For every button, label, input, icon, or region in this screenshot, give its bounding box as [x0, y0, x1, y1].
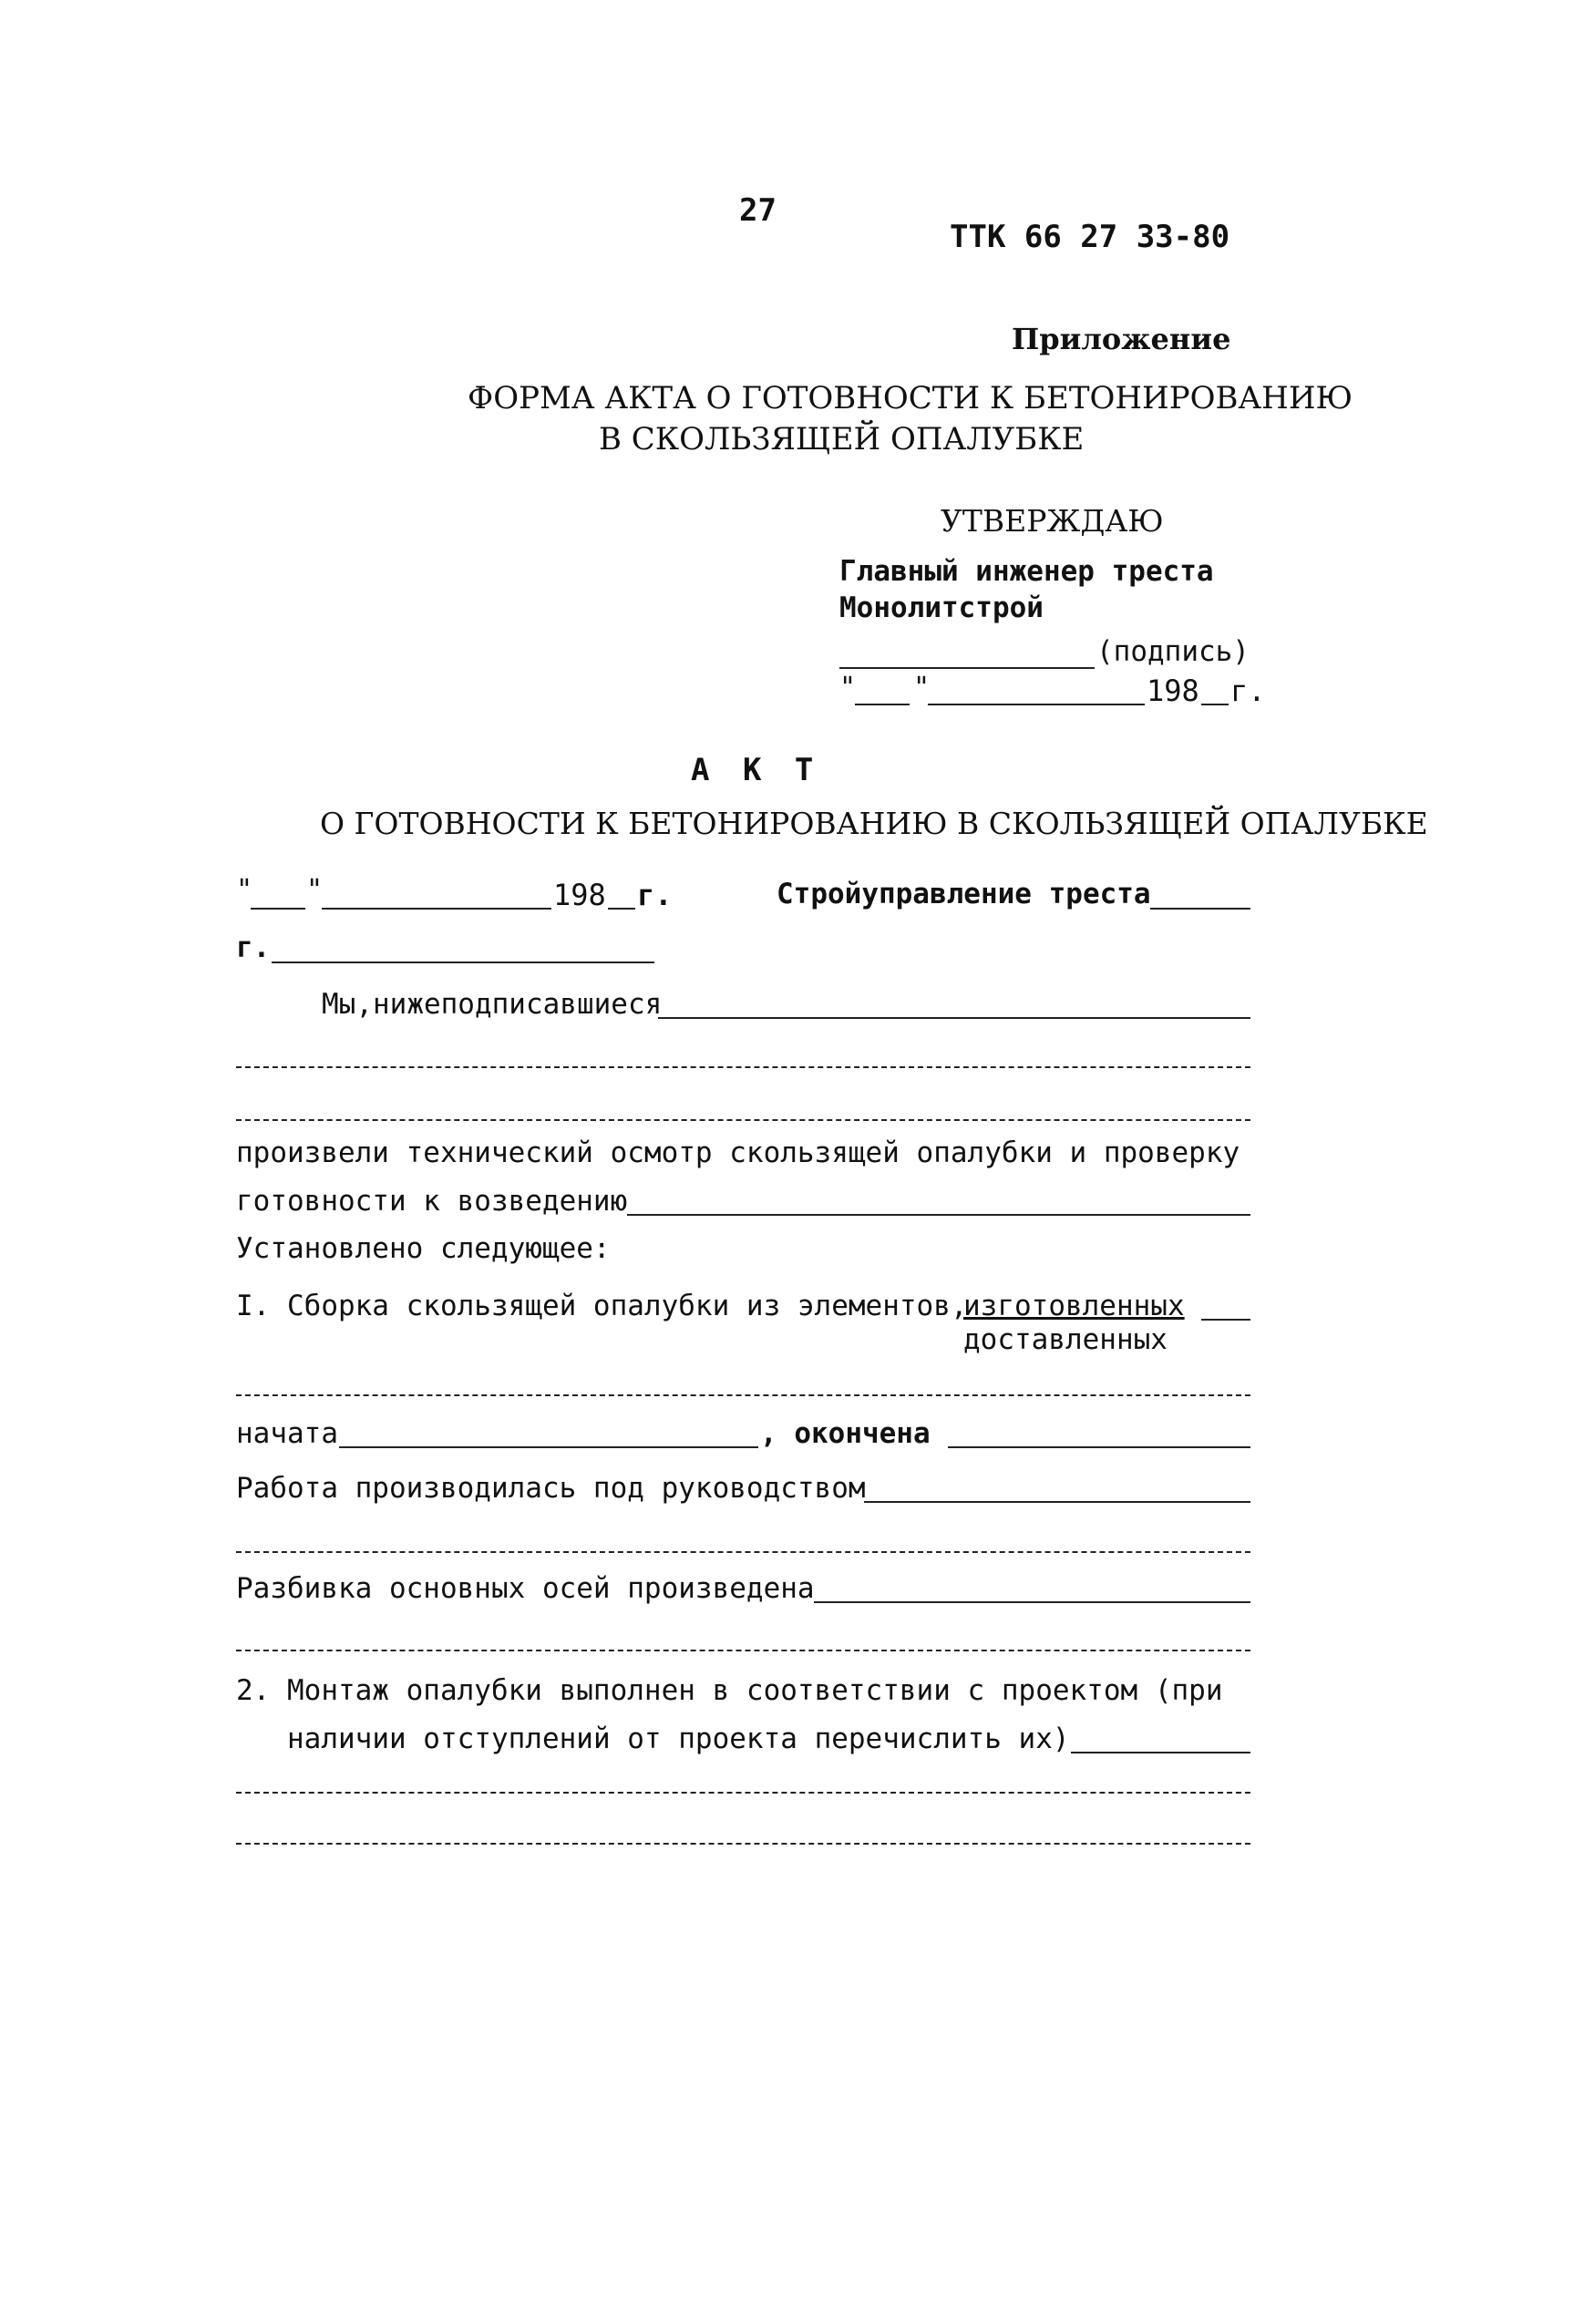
act-date-month-line: [322, 908, 551, 910]
item1-option-manufactured: изготовленных: [963, 1290, 1185, 1322]
trust-office-line: [1150, 908, 1250, 910]
finished-line: [948, 1446, 1250, 1448]
approval-date-day-line: [855, 704, 910, 705]
act-date-year-line: [608, 908, 635, 910]
page-number: 27: [739, 192, 777, 229]
city-line: [272, 961, 654, 963]
item1-line: [236, 1394, 1250, 1396]
readiness-line: [627, 1214, 1250, 1216]
undersigned-line-2: [236, 1066, 1250, 1068]
supervision-label: Работа производилась под руководством: [236, 1472, 866, 1505]
item1-text: I. Сборка скользящей опалубки из элементов,: [236, 1290, 968, 1322]
approval-date-year-suffix: г.: [1230, 674, 1266, 708]
form-title-line2: В СКОЛЬЗЯЩЕЙ ОПАЛУБКЕ: [599, 421, 1085, 458]
act-subtitle: О ГОТОВНОСТИ К БЕТОНИРОВАНИЮ В СКОЛЬЗЯЩЕЙ ОПАЛУБКЕ: [320, 806, 1428, 841]
item2-line-2: [236, 1792, 1250, 1794]
readiness-text: готовности к возведению: [236, 1185, 628, 1218]
approval-date-year-line: [1201, 704, 1229, 705]
act-date-open-quote: ": [236, 874, 253, 906]
undersigned-line-1: [658, 1017, 1250, 1019]
supervision-line-1: [864, 1501, 1250, 1503]
we-undersigned-label: Мы,нижеподписавшиеся: [322, 988, 663, 1021]
approval-date-year: 198: [1147, 674, 1199, 708]
item2-line1: 2. Монтаж опалубки выполнен в соответствии с проектом (при: [236, 1674, 1223, 1707]
city-label: г.: [236, 931, 271, 964]
axes-line-1: [814, 1601, 1250, 1603]
inspection-text: произвели технический осмотр скользящей опалубки и проверку: [236, 1136, 1240, 1169]
act-date-close-quote: ": [306, 874, 324, 906]
item1-tail-line: [1201, 1319, 1250, 1321]
finished-label: , окончена: [760, 1417, 931, 1450]
document-code: ТТК 66 27 33-80: [950, 219, 1230, 255]
act-date-day-line: [251, 908, 305, 910]
approval-position-line2: Монолитстрой: [839, 591, 1044, 624]
approval-date-close-quote: ": [913, 672, 931, 704]
supervision-line-2: [236, 1551, 1250, 1553]
item2-line-3: [236, 1843, 1250, 1845]
signature-line: [839, 667, 1095, 669]
form-title-line1: ФОРМА АКТА О ГОТОВНОСТИ К БЕТОНИРОВАНИЮ: [468, 380, 1353, 416]
established-label: Установлено следующее:: [236, 1232, 611, 1265]
act-title: А К Т: [691, 752, 821, 788]
axes-line-2: [236, 1650, 1250, 1651]
signature-label: (подпись): [1096, 635, 1250, 668]
started-line: [339, 1446, 758, 1448]
act-date-year: 198: [553, 878, 606, 912]
approval-date-month-line: [928, 704, 1145, 705]
axes-label: Разбивка основных осей произведена: [236, 1572, 815, 1605]
undersigned-line-3: [236, 1119, 1250, 1121]
act-date-year-suffix: г.: [637, 878, 673, 912]
trust-office-label: Стройуправление треста: [777, 878, 1151, 910]
approval-position-line1: Главный инженер треста: [839, 555, 1214, 588]
appendix-label: Приложение: [1012, 322, 1231, 356]
item1-option-delivered: доставленных: [963, 1323, 1168, 1356]
item2-line2: наличии отступлений от проекта перечислить их): [287, 1722, 1070, 1755]
approval-heading: УТВЕРЖДАЮ: [941, 503, 1164, 539]
item2-line-tail: [1071, 1752, 1250, 1753]
approval-date-open-quote: ": [839, 672, 857, 704]
started-label: начата: [236, 1417, 338, 1450]
